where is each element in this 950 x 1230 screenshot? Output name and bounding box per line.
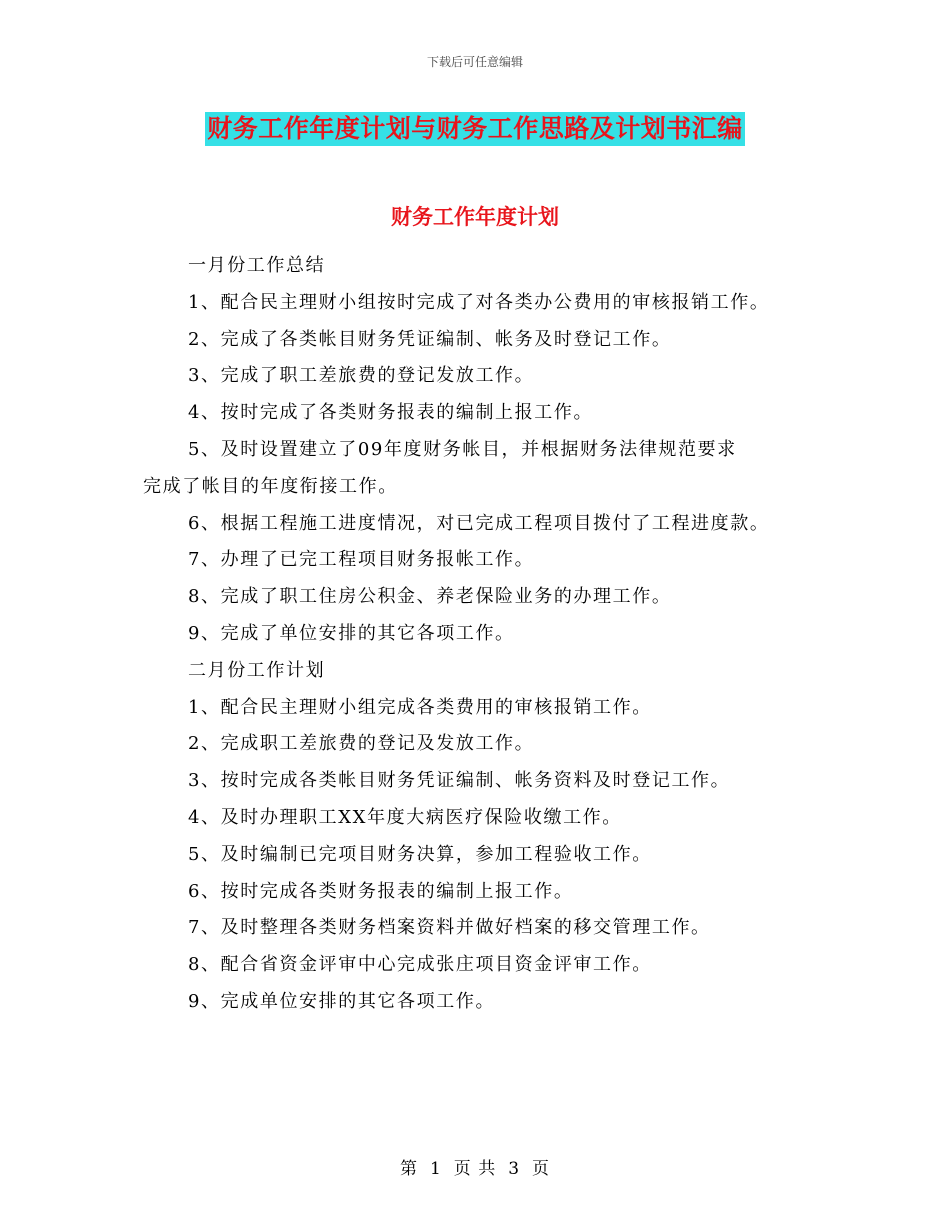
body-line: 4、按时完成了各类财务报表的编制上报工作。 [188, 402, 594, 424]
footer-total-pages: 3 [508, 1159, 521, 1179]
footer-prefix: 第 [399, 1159, 418, 1179]
body-line: 1、配合民主理财小组完成各类费用的审核报销工作。 [188, 696, 652, 718]
body-line: 完成了帐目的年度衔接工作。 [143, 475, 398, 497]
body-line: 3、按时完成各类帐目财务凭证编制、帐务资料及时登记工作。 [188, 770, 731, 792]
document-title-text: 财务工作年度计划与财务工作思路及计划书汇编 [205, 112, 745, 146]
body-line: 7、及时整理各类财务档案资料并做好档案的移交管理工作。 [188, 917, 711, 939]
body-line: 一月份工作总结 [188, 255, 326, 276]
body-line: 3、完成了职工差旅费的登记发放工作。 [188, 365, 535, 387]
body-line: 6、根据工程施工进度情况，对已完成工程项目拨付了工程进度款。 [188, 512, 770, 534]
body-line: 5、及时设置建立了09年度财务帐目，并根据财务法律规范要求 [188, 438, 737, 460]
body-line: 二月份工作计划 [188, 659, 326, 681]
body-line: 8、配合省资金评审中心完成张庄项目资金评审工作。 [188, 954, 652, 976]
document-body [143, 248, 863, 1021]
body-line: 6、按时完成各类财务报表的编制上报工作。 [188, 880, 574, 902]
body-line: 9、完成了单位安排的其它各项工作。 [188, 622, 515, 644]
footer-suffix: 页 [532, 1159, 551, 1179]
body-line: 5、及时编制已完项目财务决算，参加工程验收工作。 [188, 843, 652, 865]
body-line: 7、办理了已完工程项目财务报帐工作。 [188, 549, 535, 571]
header-note: 下载后可任意编辑 [426, 55, 523, 69]
body-line: 2、完成职工差旅费的登记及发放工作。 [188, 733, 535, 755]
document-title [0, 112, 950, 146]
body-line: 2、完成了各类帐目财务凭证编制、帐务及时登记工作。 [188, 328, 672, 350]
body-line: 8、完成了职工住房公积金、养老保险业务的办理工作。 [188, 586, 672, 608]
footer-middle: 页 共 [453, 1159, 497, 1179]
section-title: 财务工作年度计划 [391, 204, 559, 229]
body-line: 4、及时办理职工XX年度大病医疗保险收缴工作。 [188, 806, 622, 828]
body-line: 9、完成单位安排的其它各项工作。 [188, 990, 496, 1012]
footer-page-number: 1 [429, 1159, 442, 1179]
body-line: 1、配合民主理财小组按时完成了对各类办公费用的审核报销工作。 [188, 291, 770, 313]
page-footer [0, 1154, 950, 1179]
